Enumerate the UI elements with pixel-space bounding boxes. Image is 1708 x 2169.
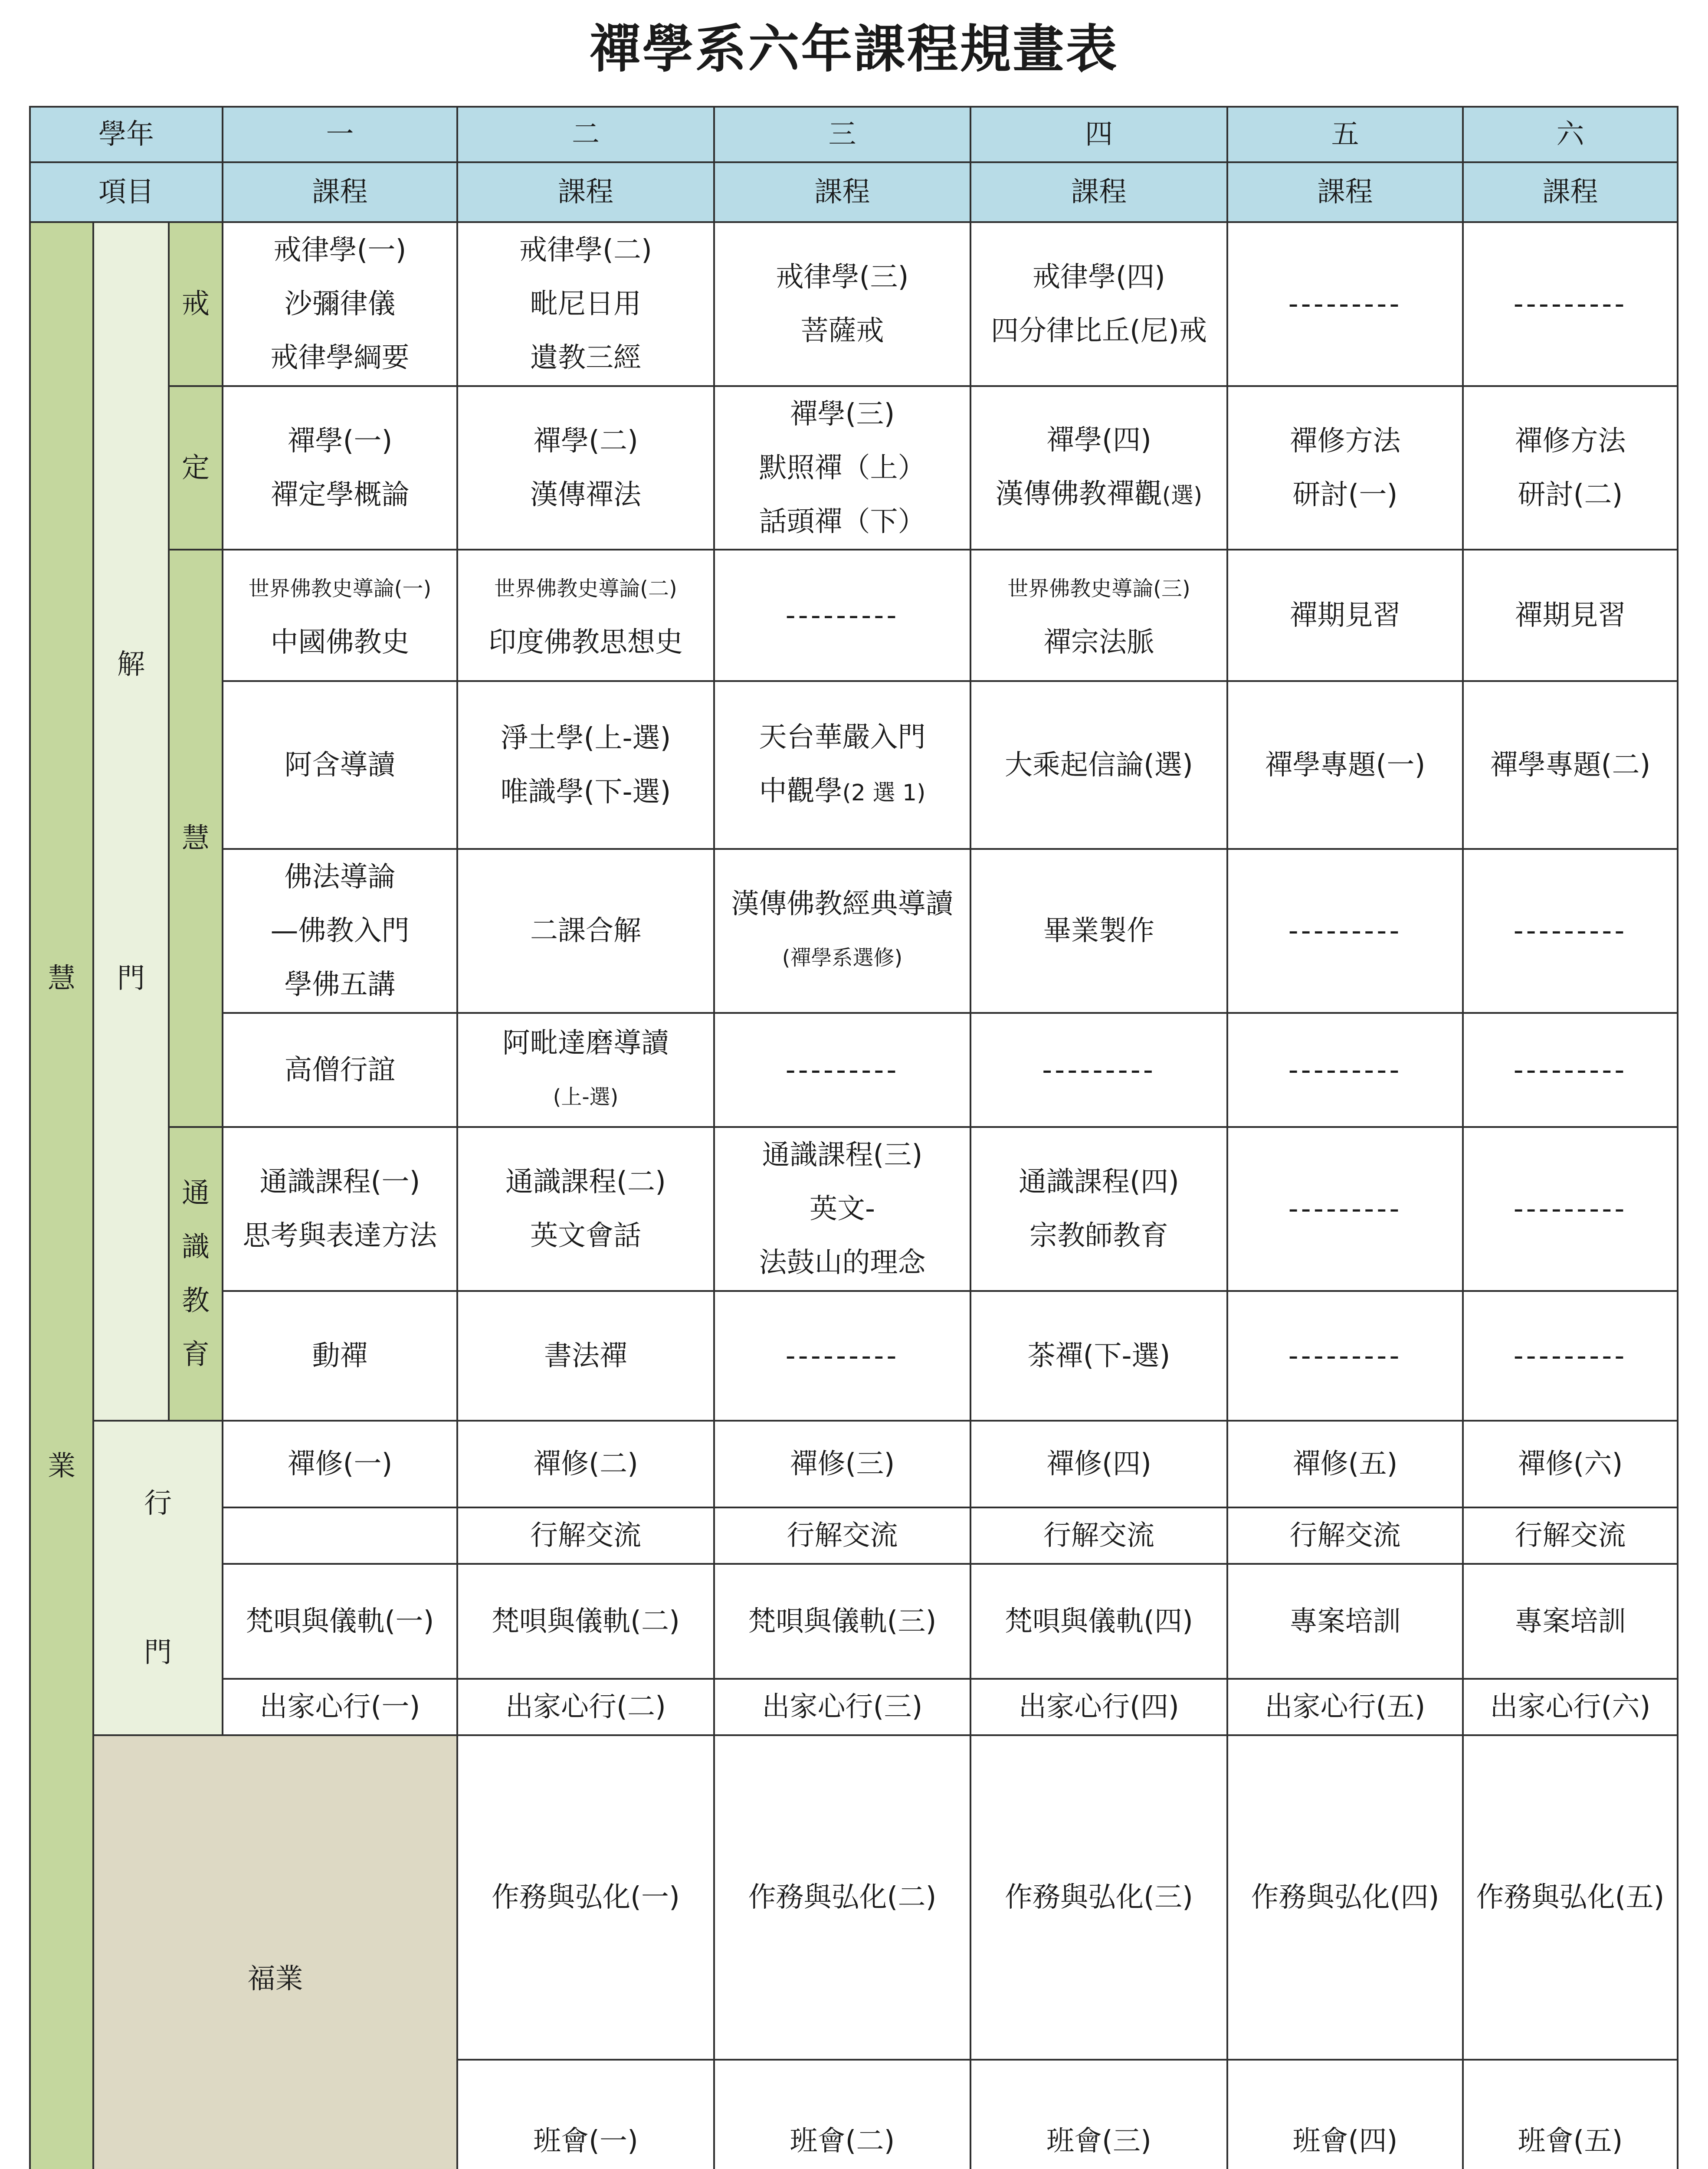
course-header-1: 課程: [223, 162, 457, 222]
tongshi-r1-year-1: 通識課程(一) 思考與表達方法: [223, 1127, 457, 1291]
page-title: 禪學系六年課程規畫表: [589, 19, 1119, 79]
tongshi-row-1: [30, 1127, 1678, 1291]
banhui-year-5: 班會(五): [1463, 2060, 1678, 2169]
year-2-header: 二: [457, 107, 714, 162]
tongshi-r1-year-4: 通識課程(四) 宗教師教育: [970, 1127, 1227, 1291]
fanbai-year-6: 專案培訓: [1463, 1564, 1678, 1679]
hui-r1-year-1: 世界佛教史導論(一) 中國佛教史: [223, 550, 457, 681]
chanxiu-year-2: 禪修(二): [457, 1421, 714, 1507]
banhui-year-3: 班會(三): [970, 2060, 1227, 2169]
xingjie-year-6: 行解交流: [1463, 1507, 1678, 1564]
ding-row: [30, 386, 1678, 550]
hui-r4-year-4: ---------: [970, 1013, 1227, 1127]
year-4-header: 四: [970, 107, 1227, 162]
hui-r2-year-6: 禪學專題(二): [1463, 681, 1678, 849]
hui-row-2: [30, 681, 1678, 849]
hui-r2-year-5: 禪學專題(一): [1227, 681, 1463, 849]
year-3-header: 三: [714, 107, 970, 162]
zuowu-year-5: 作務與弘化(五): [1463, 1735, 1678, 2060]
zuowu-row: [30, 1735, 1678, 2060]
hui-r3-year-5: ---------: [1227, 849, 1463, 1013]
tongshi-category: 通 識 教 育: [169, 1127, 223, 1421]
chujia-year-2: 出家心行(二): [457, 1679, 714, 1735]
course-header-4: 課程: [970, 162, 1227, 222]
hui-r2-year-1: 阿含導讀: [223, 681, 457, 849]
tongshi-r2-year-2: 書法禪: [457, 1291, 714, 1421]
hui-r4-year-5: ---------: [1227, 1013, 1463, 1127]
ding-year-6: 禪修方法 研討(二): [1463, 386, 1678, 550]
jie-year-4: 戒律學(四) 四分律比丘(尼)戒: [970, 222, 1227, 386]
chanxiu-year-5: 禪修(五): [1227, 1421, 1463, 1507]
hui-r2-year-3: 天台華嚴入門 中觀學(2 選 1): [714, 681, 970, 849]
zuowu-year-1: 作務與弘化(一): [457, 1735, 714, 2060]
hui-r4-year-1: 高僧行誼: [223, 1013, 457, 1127]
header-year-row: [30, 107, 1678, 162]
chanxiu-row: [30, 1421, 1678, 1507]
year-label: 學年: [30, 107, 223, 162]
chujia-year-4: 出家心行(四): [970, 1679, 1227, 1735]
year-5-header: 五: [1227, 107, 1463, 162]
xingjie-year-4: 行解交流: [970, 1507, 1227, 1564]
tongshi-r2-year-6: ---------: [1463, 1291, 1678, 1421]
jie-year-3: 戒律學(三) 菩薩戒: [714, 222, 970, 386]
hui-r3-year-6: ---------: [1463, 849, 1678, 1013]
item-label: 項目: [30, 162, 223, 222]
hui-r2-year-2: 淨土學(上-選) 唯識學(下-選): [457, 681, 714, 849]
jie-year-1: 戒律學(一) 沙彌律儀 戒律學綱要: [223, 222, 457, 386]
ding-year-1: 禪學(一) 禪定學概論: [223, 386, 457, 550]
hui-r2-year-4: 大乘起信論(選): [970, 681, 1227, 849]
hui-r3-year-2: 二課合解: [457, 849, 714, 1013]
course-header-2: 課程: [457, 162, 714, 222]
ding-year-3: 禪學(三) 默照禪（上） 話頭禪（下）: [714, 386, 970, 550]
hui-r1-year-3: ---------: [714, 550, 970, 681]
hui-row-4: [30, 1013, 1678, 1127]
course-header-6: 課程: [1463, 162, 1678, 222]
xingjie-year-2: 行解交流: [457, 1507, 714, 1564]
ding-year-5: 禪修方法 研討(一): [1227, 386, 1463, 550]
year-1-header: 一: [223, 107, 457, 162]
zuowu-year-2: 作務與弘化(二): [714, 1735, 970, 2060]
jie-men-category: 解 門: [93, 222, 169, 1421]
chanxiu-year-3: 禪修(三): [714, 1421, 970, 1507]
ding-category: 定: [169, 386, 223, 550]
jie-category: 戒: [169, 222, 223, 386]
course-header-3: 課程: [714, 162, 970, 222]
fanbai-year-5: 專案培訓: [1227, 1564, 1463, 1679]
year-6-header: 六: [1463, 107, 1678, 162]
fu-ye-category: 福業: [93, 1735, 457, 2169]
chanxiu-year-6: 禪修(六): [1463, 1421, 1678, 1507]
banhui-year-4: 班會(四): [1227, 2060, 1463, 2169]
tongshi-r2-year-4: 茶禪(下-選): [970, 1291, 1227, 1421]
zuowu-year-3: 作務與弘化(三): [970, 1735, 1227, 2060]
tongshi-r2-year-3: ---------: [714, 1291, 970, 1421]
fanbai-year-4: 梵唄與儀軌(四): [970, 1564, 1227, 1679]
tongshi-r1-year-6: ---------: [1463, 1127, 1678, 1291]
hui-r1-year-2: 世界佛教史導論(二) 印度佛教思想史: [457, 550, 714, 681]
chujia-year-3: 出家心行(三): [714, 1679, 970, 1735]
jie-year-2: 戒律學(二) 毗尼日用 遺教三經: [457, 222, 714, 386]
xingjie-row: [30, 1507, 1678, 1564]
tongshi-r2-year-1: 動禪: [223, 1291, 457, 1421]
xingjie-year-3: 行解交流: [714, 1507, 970, 1564]
tongshi-r1-year-2: 通識課程(二) 英文會話: [457, 1127, 714, 1291]
chujia-year-1: 出家心行(一): [223, 1679, 457, 1735]
fanbai-year-2: 梵唄與儀軌(二): [457, 1564, 714, 1679]
hui-row-1: [30, 550, 1678, 681]
hui-r4-year-2: 阿毗達磨導讀 (上-選): [457, 1013, 714, 1127]
hui-category: 慧: [169, 550, 223, 1127]
hui-r1-year-4: 世界佛教史導論(三) 禪宗法脈: [970, 550, 1227, 681]
xingjie-year-5: 行解交流: [1227, 1507, 1463, 1564]
course-header-5: 課程: [1227, 162, 1463, 222]
jie-year-5: ---------: [1227, 222, 1463, 386]
fanbai-year-3: 梵唄與儀軌(三): [714, 1564, 970, 1679]
zuowu-year-4: 作務與弘化(四): [1227, 1735, 1463, 2060]
hui-r3-year-1: 佛法導論 —佛教入門 學佛五講: [223, 849, 457, 1013]
jie-year-6: ---------: [1463, 222, 1678, 386]
curriculum-table: [29, 106, 1678, 2169]
banhui-year-1: 班會(一): [457, 2060, 714, 2169]
hui-r3-year-3: 漢傳佛教經典導讀 (禪學系選修): [714, 849, 970, 1013]
tongshi-r2-year-5: ---------: [1227, 1291, 1463, 1421]
ding-year-2: 禪學(二) 漢傳禪法: [457, 386, 714, 550]
hui-r3-year-4: 畢業製作: [970, 849, 1227, 1013]
jie-row: [30, 222, 1678, 386]
fanbai-row: [30, 1564, 1678, 1679]
tongshi-r1-year-3: 通識課程(三) 英文- 法鼓山的理念: [714, 1127, 970, 1291]
fanbai-year-1: 梵唄與儀軌(一): [223, 1564, 457, 1679]
hui-row-3: [30, 849, 1678, 1013]
chanxiu-year-4: 禪修(四): [970, 1421, 1227, 1507]
header-item-row: [30, 162, 1678, 222]
chujia-row: [30, 1679, 1678, 1735]
hui-r4-year-6: ---------: [1463, 1013, 1678, 1127]
tongshi-r1-year-5: ---------: [1227, 1127, 1463, 1291]
hui-r4-year-3: ---------: [714, 1013, 970, 1127]
chujia-year-5: 出家心行(五): [1227, 1679, 1463, 1735]
hui-r1-year-6: 禪期見習: [1463, 550, 1678, 681]
chanxiu-year-1: 禪修(一): [223, 1421, 457, 1507]
xingjie-year-1: [223, 1507, 457, 1564]
xing-men-category: 行 門: [93, 1421, 223, 1735]
ding-year-4: 禪學(四) 漢傳佛教禪觀(選): [970, 386, 1227, 550]
tongshi-row-2: [30, 1291, 1678, 1421]
chujia-year-6: 出家心行(六): [1463, 1679, 1678, 1735]
hui-ye-category: 慧 業: [30, 222, 93, 2169]
banhui-year-2: 班會(二): [714, 2060, 970, 2169]
hui-r1-year-5: 禪期見習: [1227, 550, 1463, 681]
